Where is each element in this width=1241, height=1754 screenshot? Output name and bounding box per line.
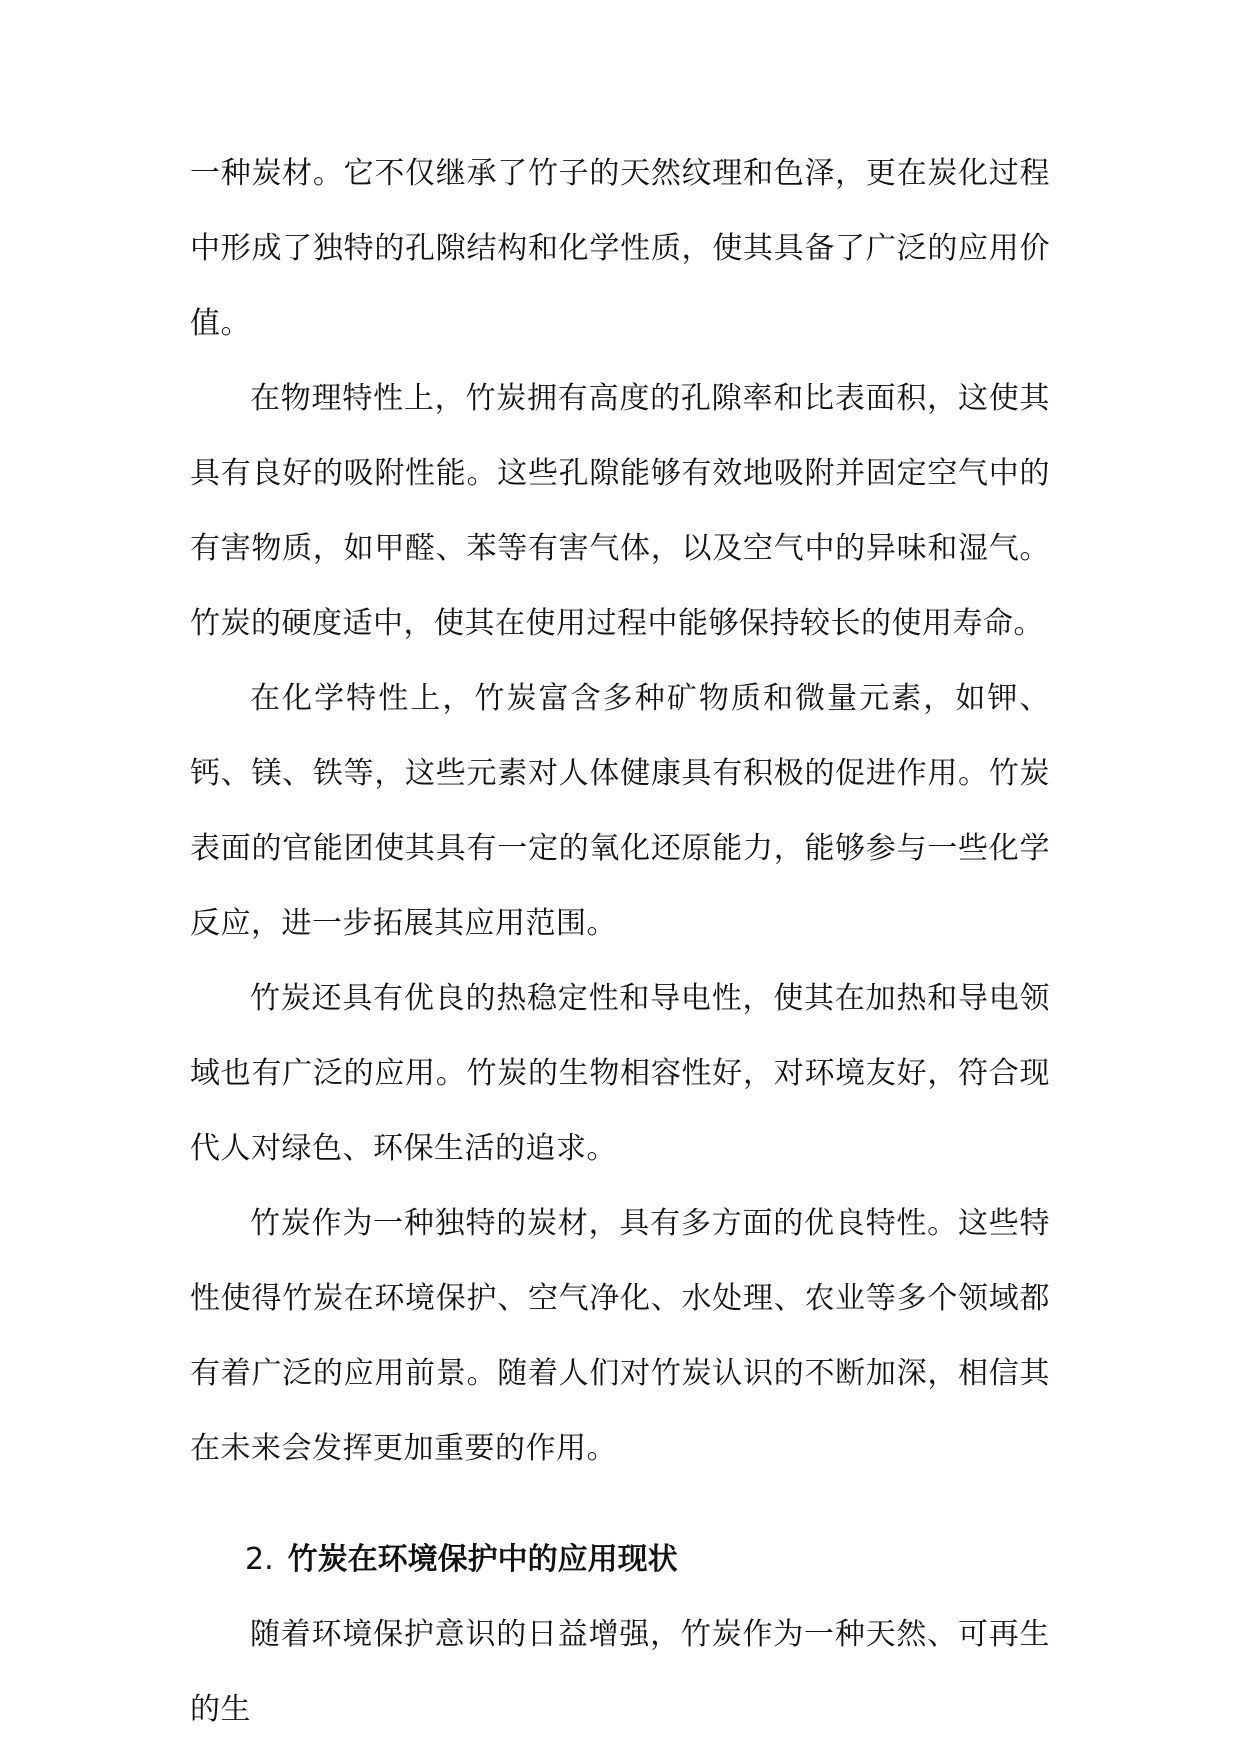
paragraph-continued: 一种炭材。它不仅继承了竹子的天然纹理和色泽，更在炭化过程中形成了独特的孔隙结构和化学性质，使其具备了广泛的应用价值。 [190,156,1050,341]
paragraph-summary: 竹炭作为一种独特的炭材，具有多方面的优良特性。这些特性使得竹炭在环境保护、空气净化、水处理、农业等多个领域都有着广泛的应用前景。随着人们对竹炭认识的不断加深，相信其在未来会发挥更加重要的作用。 [190,1206,1050,1466]
paragraph-chemical-properties: 在化学特性上，竹炭富含多种矿物质和微量元素，如钾、钙、镁、铁等，这些元素对人体健康具有积极的促进作用。竹炭表面的官能团使其具有一定的氧化还原能力，能够参与一些化学反应，进一步拓展其应用范围。 [190,681,1050,941]
section-heading [190,1522,1050,1597]
section-title: 竹炭在环境保护中的应用现状 [287,1542,678,1577]
paragraph-thermal-properties: 竹炭还具有优良的热稳定性和导电性，使其在加热和导电领域也有广泛的应用。竹炭的生物相容性好，对环境友好，符合现代人对绿色、环保生活的追求。 [190,981,1050,1166]
document-page [190,136,1050,1747]
paragraph-section-intro: 随着环境保护意识的日益增强，竹炭作为一种天然、可再生的生 [190,1617,1050,1727]
section-number: 2. [245,1542,274,1577]
paragraph-physical-properties: 在物理特性上，竹炭拥有高度的孔隙率和比表面积，这使其具有良好的吸附性能。这些孔隙能够有效地吸附并固定空气中的有害物质，如甲醛、苯等有害气体，以及空气中的异味和湿气。竹炭的硬度适中，使其在使用过程中能够保持较长的使用寿命。 [190,381,1050,641]
